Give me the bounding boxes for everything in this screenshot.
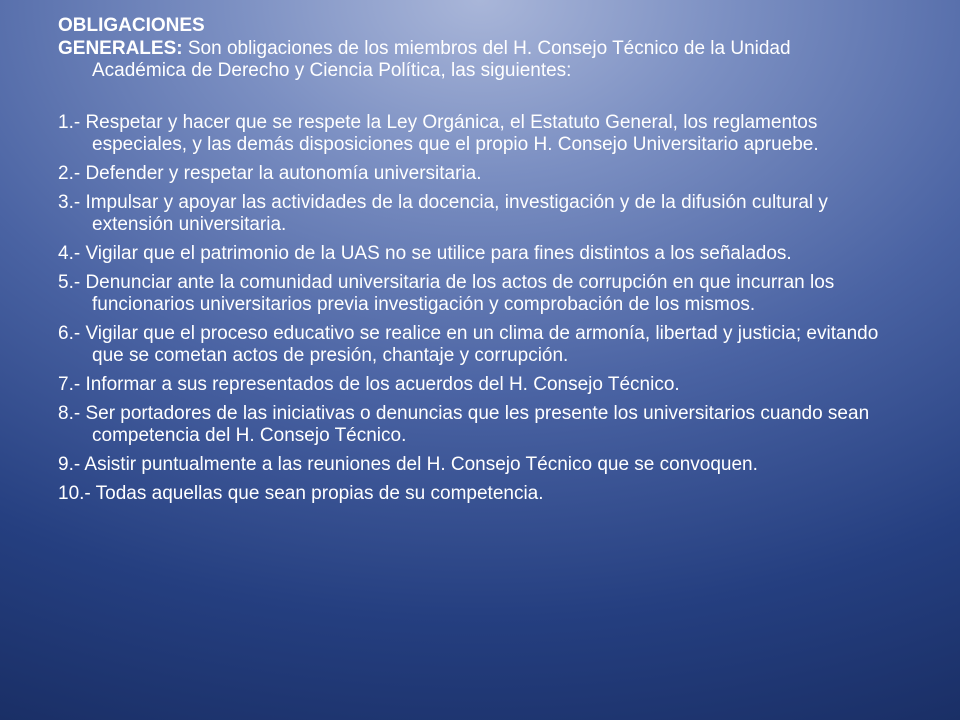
obligation-item-8: 8.- Ser portadores de las iniciativas o denuncias que les presente los universitarios cuando sean competencia del H. Consejo Técnico. [58, 403, 870, 446]
intro-text: Son obligaciones de los miembros del H. Consejo Técnico de la Unidad Académica de Derecho y Ciencia Política, las siguientes: [92, 38, 791, 81]
obligation-item-6: 6.- Vigilar que el proceso educativo se realice en un clima de armonía, libertad y justicia; evitando que se cometan actos de presión, chantaje y corrupción. [58, 323, 879, 366]
obligation-item-4: 4.- Vigilar que el patrimonio de la UAS no se utilice para fines distintos a los señalados. [58, 243, 792, 264]
obligation-item-2: 2.- Defender y respetar la autonomía universitaria. [58, 163, 482, 184]
obligation-item-3: 3.- Impulsar y apoyar las actividades de la docencia, investigación y de la difusión cultural y extensión universitaria. [58, 192, 828, 235]
intro-paragraph [58, 38, 888, 82]
slide-content [58, 14, 888, 512]
spacer [58, 88, 888, 112]
slide-heading: OBLIGACIONES [58, 15, 205, 36]
obligation-item-5: 5.- Denunciar ante la comunidad universitaria de los actos de corrupción en que incurran los funcionarios universitarios previa investigación y comprobación de los mismos. [58, 272, 835, 315]
obligation-item-7: 7.- Informar a sus representados de los acuerdos del H. Consejo Técnico. [58, 374, 680, 395]
obligation-item-9: 9.- Asistir puntualmente a las reuniones del H. Consejo Técnico que se convoquen. [58, 454, 758, 475]
obligation-item-10: 10.- Todas aquellas que sean propias de su competencia. [58, 483, 544, 504]
intro-label: GENERALES: [58, 38, 183, 59]
obligation-item-1: 1.- Respetar y hacer que se respete la Ley Orgánica, el Estatuto General, los reglamentos especiales, y las demás disposiciones que el propio H. Consejo Universitario apruebe. [58, 112, 819, 155]
obligations-list [58, 112, 888, 505]
